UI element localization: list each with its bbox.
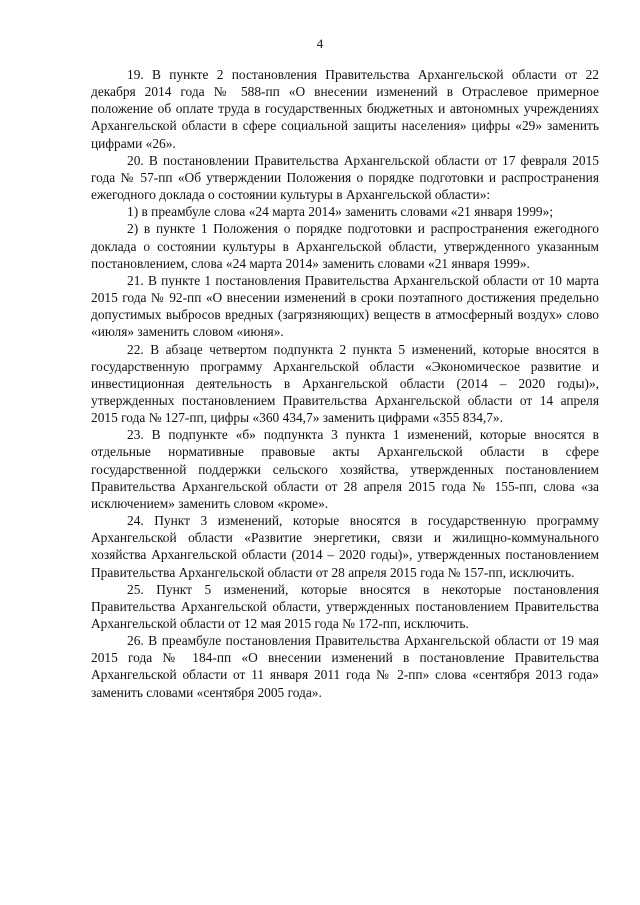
paragraph-22: 22. В абзаце четвертом подпункта 2 пункта 5 изменений, которые вносятся в государственную программу Архангельской области «Экономическое развитие и инвестиционная деятельность в Архангельской области (2014 – 2020 годы)», утвержденных постановлением Правительства Архангельской области от 14 апреля 2015 года № 127-пп, цифры «360 434,7» заменить цифрами «355 834,7». xyxy=(91,341,599,426)
paragraph-25: 25. Пункт 5 изменений, которые вносятся в некоторые постановления Правительства Архангельской области, утвержденных постановлением Правительства Архангельской области от 12 мая 2015 года № 172-пп, исключить. xyxy=(91,581,599,631)
paragraph-23: 23. В подпункте «б» подпункта 3 пункта 1 изменений, которые вносятся в отдельные нормативные правовые акты Архангельской области в сфере государственной поддержки сельского хозяйства, утвержденных постановлением Правительства Архангельской области от 28 апреля 2015 года № 155-пп, слова «за исключением» заменить словом «кроме». xyxy=(91,427,599,511)
page-number: 4 xyxy=(316,36,324,51)
paragraph-20-item-2: 2) в пункте 1 Положения о порядке подготовки и распространения ежегодного доклада о состоянии культуры в Архангельской области, утвержденного указанным постановлением, слова «24 марта 2014» заменить словами «21 января 1999». xyxy=(91,221,599,271)
paragraph-20-item-1: 1) в преамбуле слова «24 марта 2014» заменить словами «21 января 1999»; xyxy=(127,204,554,220)
document-body xyxy=(91,66,599,701)
paragraph-24: 24. Пункт 3 изменений, которые вносятся в государственную программу Архангельской области «Развитие энергетики, связи и жилищно-коммунального хозяйства Архангельской области (2014 – 2020 годы)», утвержденных постановлением Правительства Архангельской области от 28 апреля 2015 года № 157-пп, исключить. xyxy=(91,513,599,580)
paragraph-21: 21. В пункте 1 постановления Правительства Архангельской области от 10 марта 2015 года № 92-пп «О внесении изменений в сроки поэтапного достижения предельно допустимых выбросов вредных (загрязняющих) веществ в атмосферный воздух» слово «июля» заменить словом «июня». xyxy=(91,272,599,340)
paragraph-20: 20. В постановлении Правительства Архангельской области от 17 февраля 2015 года № 57-пп «Об утверждении Положения о порядке подготовки и распространения ежегодного доклада о состоянии культуры в Архангельской области»: xyxy=(91,152,599,203)
paragraph-19: 19. В пункте 2 постановления Правительства Архангельской области от 22 декабря 2014 года № 588-пп «О внесении изменений в Отраслевое примерное положение об оплате труда в государственных бюджетных и автономных учреждениях Архангельской области в сфере социальной защиты населения» цифры «29» заменить цифрами «26». xyxy=(91,67,599,151)
paragraph-26: 26. В преамбуле постановления Правительства Архангельской области от 19 мая 2015 года № 184-пп «О внесении изменений в постановление Правительства Архангельской области от 11 января 2011 года № 2-пп» слова «сентября 2013 года» заменить словами «сентября 2005 года». xyxy=(91,633,599,700)
